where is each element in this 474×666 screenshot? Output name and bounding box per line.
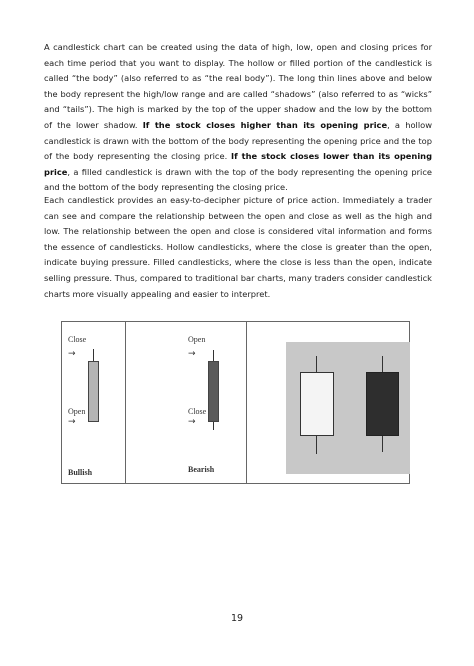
bearish-body <box>208 361 219 422</box>
arrow-right-icon: → <box>68 417 76 427</box>
bearish-close-label: Close <box>188 407 207 416</box>
bearish-open-label: Open <box>188 335 206 344</box>
bullish-close-label: Close <box>68 335 87 344</box>
page-number: 19 <box>230 613 244 624</box>
paragraph1-text-1: A candlestick chart can be created using the data of high, low, open and closing prices for each time period that you want to display. The hollow or filled portion of the candlestick is called “the body” (also referred to as “the real body”). The long thin lines above and below the body represent the high/low range and are called “shadows” (also referred to as “wicks” and “tails”). The high is marked by the top of the upper shadow and the low by the bottom of the lower shadow. <box>44 42 432 130</box>
hollow-candle-body <box>300 372 334 436</box>
paragraph-price-action: Each candlestick provides an easy-to-decipher picture of price action. Immediately a trader can see and compare the relationship between the open and close as well as the high and low. The relationship between the open and close is considered vital information and forms the essence of candlesticks. Hollow candlesticks, where the close is greater than the open, indicate buying pressure. Filled candlesticks, where the close is less than the open, indicate selling pressure. Thus, compared to traditional bar charts, many traders consider candlestick charts more visually appealing and easier to interpret. <box>44 195 432 299</box>
paragraph1-bold-higher: If the stock closes higher than its opening price <box>142 119 388 130</box>
bullish-open-label: Open <box>68 407 86 416</box>
arrow-right-icon: → <box>188 417 196 427</box>
bullish-body <box>88 361 99 422</box>
bearish-caption: Bearish <box>188 465 215 474</box>
filled-candle-body <box>366 372 399 436</box>
paragraph1-text-2: , a hollow candlestick is drawn with the bottom of the body representing the opening price and the top of the body representing the closing price. <box>44 119 433 162</box>
arrow-right-icon: → <box>68 349 76 359</box>
paragraph1-bold-lower: If the stock closes lower than its opening price <box>44 151 433 177</box>
paragraph1-text-3: , a filled candlestick is drawn with the top of the body representing the opening price and the bottom of the body representing the closing price. <box>44 166 432 193</box>
bullish-caption: Bullish <box>68 468 93 477</box>
figure-divider <box>125 322 126 483</box>
candlestick-figure <box>61 321 410 484</box>
candles-comparison-panel <box>286 342 410 474</box>
figure-divider <box>246 322 247 483</box>
paragraph-candlestick-construction <box>44 40 432 196</box>
arrow-right-icon: → <box>188 349 196 359</box>
